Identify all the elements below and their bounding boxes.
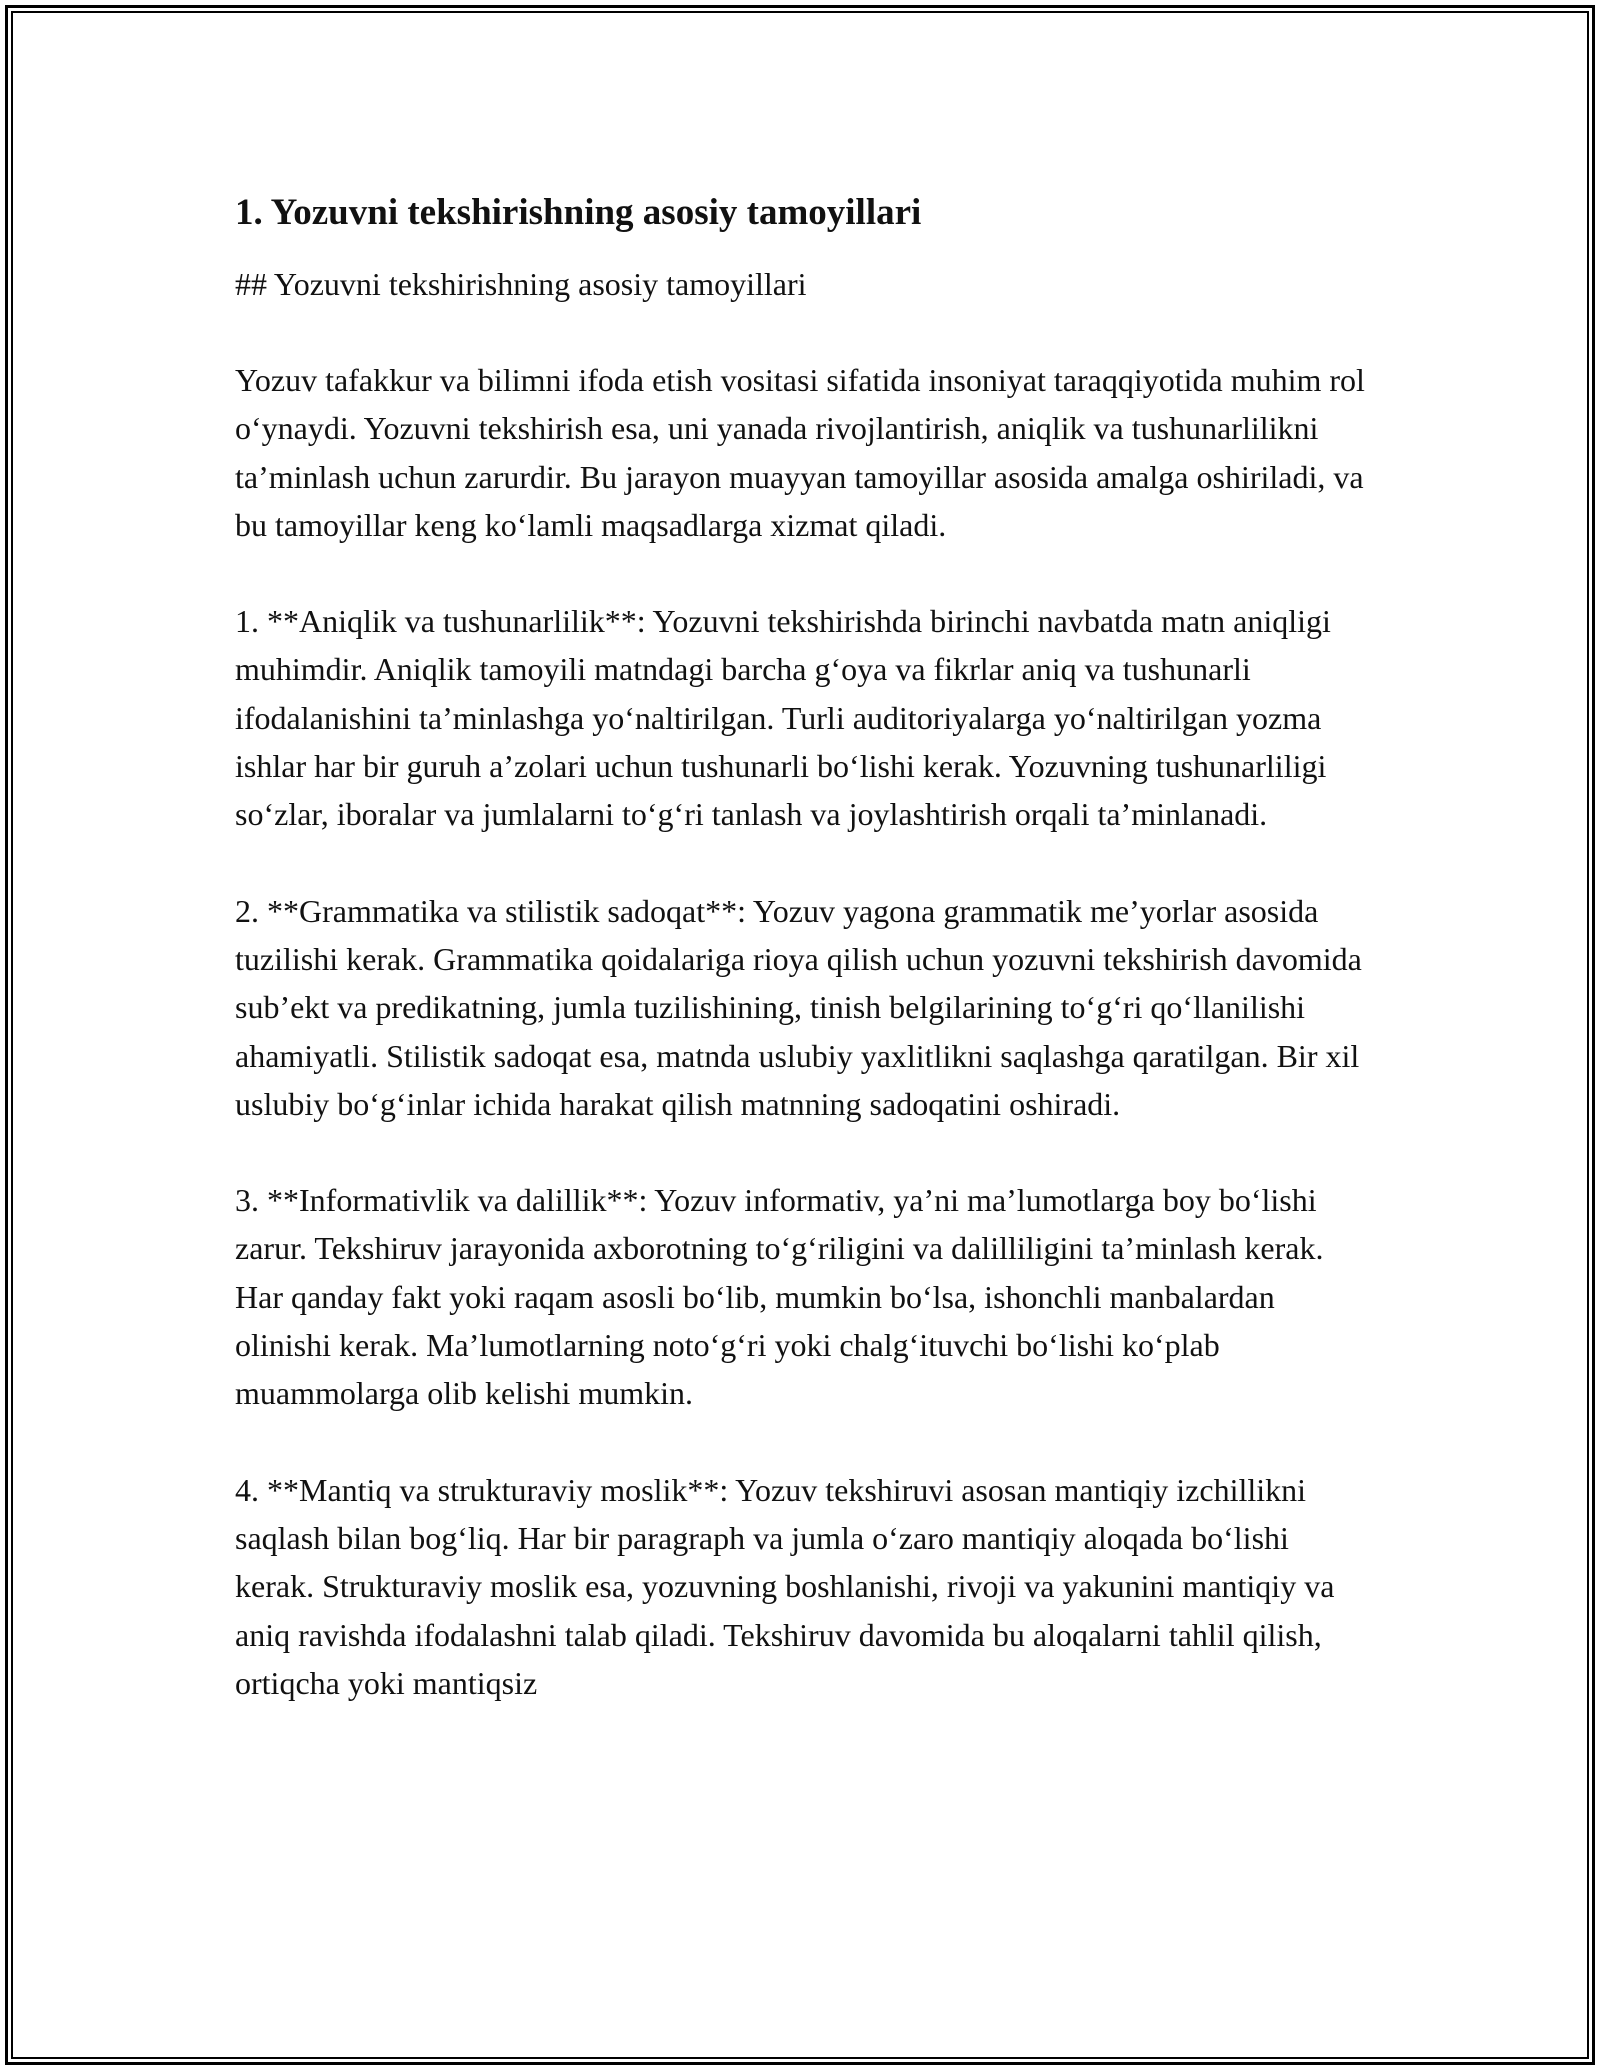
paragraph-principle-1: 1. **Aniqlik va tushunarlilik**: Yozuvni tekshirishda birinchi navbatda matn aniqligi muhimdir. Aniqlik tamoyili matndagi barcha g‘oya va fikrlar aniq va tushunarli ifodalanishini ta’minlashga yo‘naltirilgan. Turli auditoriyalarga yo‘naltirilgan yozma ishlar har bir guruh a’zolari uchun tushunarli bo‘lishi kerak. Yozuvning tushunarliligi so‘zlar, iboralar va jumlalarni to‘g‘ri tanlash va joylashtirish orqali ta’minlanadi. [235, 603, 1331, 833]
document-subheading: ## Yozuvni tekshirishning asosiy tamoyillari [235, 266, 807, 302]
paragraph-principle-4: 4. **Mantiq va strukturaviy moslik**: Yozuv tekshiruvi asosan mantiqiy izchillikni saqlash bilan bog‘liq. Har bir paragraph va jumla o‘zaro mantiqiy aloqada bo‘lishi kerak. Strukturaviy moslik esa, yozuvning boshlanishi, rivoji va yakunini mantiqiy va aniq ravishda ifodalashni talab qiladi. Tekshiruv davomida bu aloqalarni tahlil qilish, ortiqcha yoki mantiqsiz [235, 1471, 1335, 1701]
document-body [235, 188, 1375, 1755]
paragraph-principle-3: 3. **Informativlik va dalillik**: Yozuv informativ, ya’ni ma’lumotlarga boy bo‘lishi zarur. Tekshiruv jarayonida axborotning to‘g‘riligini va dalilliligini ta’minlash kerak. Har qanday fakt yoki raqam asosli bo‘lib, mumkin bo‘lsa, ishonchli manbalardan olinishi kerak. Ma’lumotlarning noto‘g‘ri yoki chalg‘ituvchi bo‘lishi ko‘plab muammolarga olib kelishi mumkin. [235, 1182, 1324, 1412]
paragraph-principle-2: 2. **Grammatika va stilistik sadoqat**: Yozuv yagona grammatik me’yorlar asosida tuzilishi kerak. Grammatika qoidalariga rioya qilish uchun yozuvni tekshirish davomida sub’ekt va predikatning, jumla tuzilishining, tinish belgilarining to‘g‘ri qo‘llanilishi ahamiyatli. Stilistik sadoqat esa, matnda uslubiy yaxlitlikni saqlashga qaratilgan. Bir xil uslubiy bo‘g‘inlar ichida harakat qilish matnning sadoqatini oshiradi. [235, 892, 1362, 1122]
paragraph-intro: Yozuv tafakkur va bilimni ifoda etish vositasi sifatida insoniyat taraqqiyotida muhim rol o‘ynaydi. Yozuvni tekshirish esa, uni yanada rivojlantirish, aniqlik va tushunarlilikni ta’minlash uchun zarurdir. Bu jarayon muayyan tamoyillar asosida amalga oshiriladi, va bu tamoyillar keng ko‘lamli maqsadlarga xizmat qiladi. [235, 362, 1365, 543]
document-heading: 1. Yozuvni tekshirishning asosiy tamoyillari [235, 192, 922, 233]
